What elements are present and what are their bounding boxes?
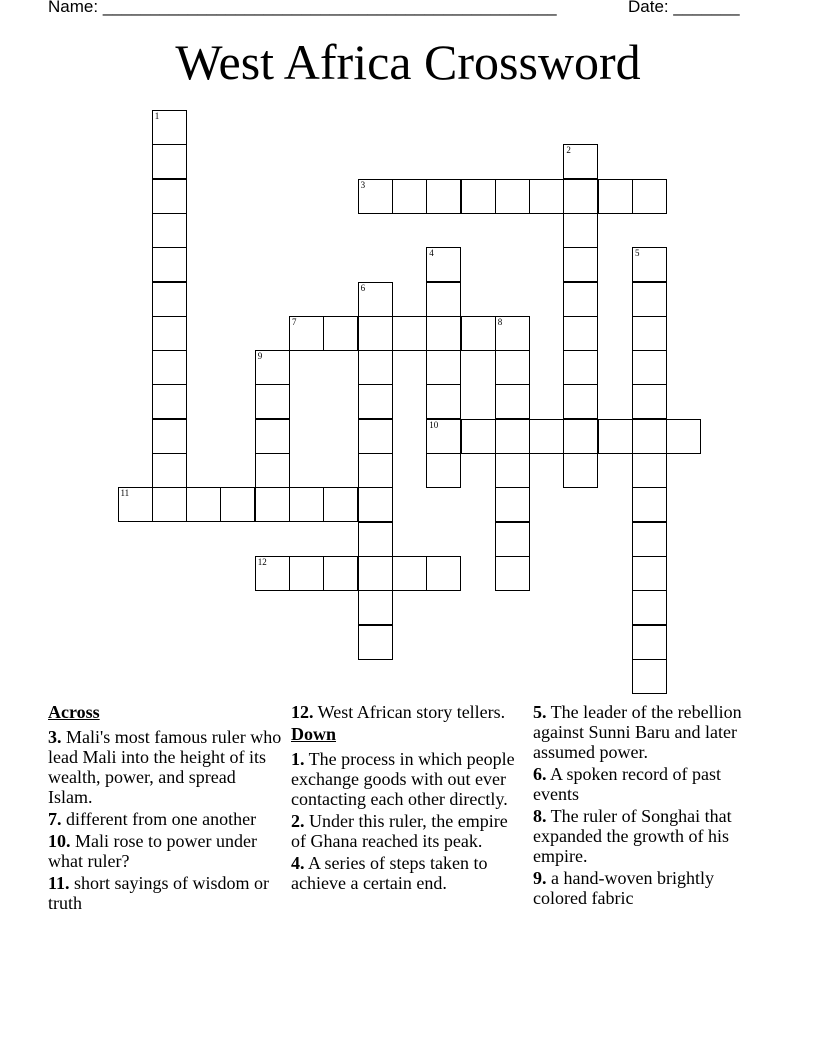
clue-item bbox=[48, 809, 283, 829]
grid-cell[interactable] bbox=[186, 487, 221, 522]
grid-cell[interactable] bbox=[563, 247, 598, 282]
clue-text: a hand-woven brightly colored fabric bbox=[533, 868, 714, 908]
clue-item bbox=[291, 853, 526, 893]
grid-cell[interactable] bbox=[563, 453, 598, 488]
clue-item bbox=[533, 806, 768, 866]
grid-cell[interactable] bbox=[289, 556, 324, 591]
grid-cell[interactable] bbox=[426, 316, 461, 351]
clue-label-number: 11. bbox=[48, 873, 70, 893]
clue-number: 12 bbox=[257, 556, 267, 567]
clue-text: Mali's most famous ruler who lead Mali into the height of its wealth, power, and spread Islam. bbox=[48, 727, 282, 807]
grid-cell[interactable] bbox=[495, 487, 530, 522]
clue-text: Under this ruler, the empire of Ghana reached its peak. bbox=[291, 811, 508, 851]
grid-cell[interactable] bbox=[632, 522, 667, 557]
grid-cell[interactable] bbox=[255, 556, 290, 591]
grid-cell[interactable] bbox=[426, 384, 461, 419]
clue-item bbox=[533, 764, 768, 804]
grid-cell[interactable] bbox=[563, 282, 598, 317]
clue-label-number: 4. bbox=[291, 853, 305, 873]
clue-number: 11 bbox=[120, 488, 130, 499]
grid-cell[interactable] bbox=[632, 316, 667, 351]
grid-cell[interactable] bbox=[426, 247, 461, 282]
grid-cell[interactable] bbox=[255, 487, 290, 522]
grid-cell[interactable] bbox=[152, 316, 187, 351]
grid-cell[interactable] bbox=[495, 522, 530, 557]
clue-label-number: 10. bbox=[48, 831, 71, 851]
grid-cell[interactable] bbox=[563, 316, 598, 351]
clue-text: short sayings of wisdom or truth bbox=[48, 873, 270, 913]
clue-item bbox=[48, 873, 283, 913]
grid-cell[interactable] bbox=[632, 419, 667, 454]
grid-cell[interactable] bbox=[152, 213, 187, 248]
down-heading: Down bbox=[291, 724, 337, 744]
clue-column-1 bbox=[48, 702, 283, 915]
grid-cell[interactable] bbox=[255, 350, 290, 385]
grid-cell[interactable] bbox=[358, 350, 393, 385]
clue-text: The process in which people exchange goods with out ever contacting each other directly. bbox=[291, 749, 515, 809]
grid-cell[interactable] bbox=[152, 419, 187, 454]
clue-item bbox=[291, 702, 526, 722]
grid-cell[interactable] bbox=[358, 419, 393, 454]
grid-cell[interactable] bbox=[426, 419, 461, 454]
grid-cell[interactable] bbox=[495, 419, 530, 454]
grid-cell[interactable] bbox=[632, 590, 667, 625]
clue-label-number: 12. bbox=[291, 702, 314, 722]
grid-cell[interactable] bbox=[666, 419, 701, 454]
grid-cell[interactable] bbox=[461, 179, 496, 214]
grid-cell[interactable] bbox=[255, 453, 290, 488]
grid-cell[interactable] bbox=[598, 419, 633, 454]
grid-cell[interactable] bbox=[289, 316, 324, 351]
grid-cell[interactable] bbox=[495, 453, 530, 488]
clue-number: 5 bbox=[635, 248, 640, 259]
grid-cell[interactable] bbox=[323, 487, 358, 522]
grid-cell[interactable] bbox=[426, 453, 461, 488]
grid-cell[interactable] bbox=[255, 384, 290, 419]
grid-cell[interactable] bbox=[495, 350, 530, 385]
grid-cell[interactable] bbox=[118, 487, 153, 522]
clue-text: The leader of the rebellion against Sunni Baru and later assumed power. bbox=[533, 702, 742, 762]
grid-cell[interactable] bbox=[358, 487, 393, 522]
grid-cell[interactable] bbox=[358, 453, 393, 488]
grid-cell[interactable] bbox=[392, 316, 427, 351]
grid-cell[interactable] bbox=[152, 487, 187, 522]
clue-text: A spoken record of past events bbox=[533, 764, 721, 804]
clue-text: Mali rose to power under what ruler? bbox=[48, 831, 257, 871]
grid-cell[interactable] bbox=[598, 179, 633, 214]
grid-cell[interactable] bbox=[632, 453, 667, 488]
grid-cell[interactable] bbox=[632, 625, 667, 660]
grid-cell[interactable] bbox=[323, 556, 358, 591]
grid-cell[interactable] bbox=[632, 247, 667, 282]
name-label: Name: bbox=[48, 0, 99, 16]
clue-item bbox=[533, 868, 768, 908]
grid-cell[interactable] bbox=[358, 282, 393, 317]
clue-item bbox=[291, 811, 526, 851]
grid-cell[interactable] bbox=[152, 144, 187, 179]
grid-cell[interactable] bbox=[289, 487, 324, 522]
grid-cell[interactable] bbox=[152, 384, 187, 419]
grid-cell[interactable] bbox=[358, 522, 393, 557]
clue-number: 4 bbox=[429, 248, 434, 259]
clue-label-number: 1. bbox=[291, 749, 305, 769]
grid-cell[interactable] bbox=[632, 179, 667, 214]
clue-text: The ruler of Songhai that expanded the growth of his empire. bbox=[533, 806, 732, 866]
date-label: Date: bbox=[628, 0, 669, 16]
clue-number: 1 bbox=[154, 111, 160, 121]
grid-cell[interactable] bbox=[632, 282, 667, 317]
grid-cell[interactable] bbox=[632, 487, 667, 522]
grid-cell[interactable] bbox=[220, 487, 255, 522]
grid-cell[interactable] bbox=[632, 384, 667, 419]
grid-cell[interactable] bbox=[358, 179, 393, 214]
grid-cell[interactable] bbox=[495, 384, 530, 419]
clue-column-3 bbox=[533, 702, 768, 910]
clue-item bbox=[533, 702, 768, 762]
grid-cell[interactable] bbox=[255, 419, 290, 454]
grid-cell[interactable] bbox=[563, 213, 598, 248]
grid-cell[interactable] bbox=[426, 556, 461, 591]
grid-cell[interactable] bbox=[563, 350, 598, 385]
grid-cell[interactable] bbox=[632, 556, 667, 591]
grid-cell[interactable] bbox=[563, 419, 598, 454]
clue-item bbox=[48, 831, 283, 871]
grid-cell[interactable] bbox=[563, 144, 598, 179]
grid-cell[interactable] bbox=[152, 453, 187, 488]
clue-number: 2 bbox=[566, 145, 571, 156]
grid-cell[interactable] bbox=[426, 350, 461, 385]
clue-text: different from one another bbox=[61, 809, 257, 829]
grid-cell[interactable] bbox=[358, 590, 393, 625]
grid-cell[interactable] bbox=[426, 179, 461, 214]
grid-cell[interactable] bbox=[358, 625, 393, 660]
clue-label-number: 5. bbox=[533, 702, 547, 722]
grid-cell[interactable] bbox=[323, 316, 358, 351]
grid-cell[interactable] bbox=[529, 419, 564, 454]
grid-cell[interactable] bbox=[358, 316, 393, 351]
clue-number: 10 bbox=[429, 419, 439, 430]
grid-cell[interactable] bbox=[495, 316, 530, 351]
grid-cell[interactable] bbox=[392, 556, 427, 591]
clue-column-2 bbox=[291, 702, 526, 895]
date-line: _______ bbox=[673, 0, 740, 16]
clue-number: 8 bbox=[497, 316, 503, 327]
clue-number: 9 bbox=[257, 351, 263, 362]
clue-number: 7 bbox=[292, 316, 297, 327]
grid-cell[interactable] bbox=[632, 659, 667, 694]
clue-label-number: 2. bbox=[291, 811, 305, 831]
grid-cell[interactable] bbox=[563, 179, 598, 214]
grid-cell[interactable] bbox=[152, 110, 187, 145]
grid-cell[interactable] bbox=[358, 556, 393, 591]
name-line: ________________________________________________ bbox=[102, 0, 557, 16]
grid-cell[interactable] bbox=[495, 556, 530, 591]
grid-cell[interactable] bbox=[632, 350, 667, 385]
clue-item bbox=[48, 727, 283, 807]
across-heading: Across bbox=[48, 702, 100, 722]
page-title: West Africa Crossword bbox=[175, 34, 641, 90]
grid-cell[interactable] bbox=[392, 179, 427, 214]
clue-label-number: 9. bbox=[533, 868, 547, 888]
clue-text: A series of steps taken to achieve a certain end. bbox=[291, 853, 488, 893]
clue-item bbox=[291, 749, 526, 809]
clue-label-number: 3. bbox=[48, 727, 62, 747]
grid-cell[interactable] bbox=[152, 179, 187, 214]
grid-cell[interactable] bbox=[461, 316, 496, 351]
clue-label-number: 6. bbox=[533, 764, 547, 784]
clue-number: 3 bbox=[360, 179, 366, 190]
clue-number: 6 bbox=[360, 282, 366, 293]
clue-text: West African story tellers. bbox=[313, 702, 506, 722]
clue-label-number: 8. bbox=[533, 806, 547, 826]
grid-cell[interactable] bbox=[152, 350, 187, 385]
grid-cell[interactable] bbox=[529, 179, 564, 214]
grid-cell[interactable] bbox=[152, 247, 187, 282]
grid-cell[interactable] bbox=[563, 384, 598, 419]
grid-cell[interactable] bbox=[461, 419, 496, 454]
grid-cell[interactable] bbox=[152, 282, 187, 317]
clue-label-number: 7. bbox=[48, 809, 62, 829]
grid-cell[interactable] bbox=[358, 384, 393, 419]
grid-cell[interactable] bbox=[426, 282, 461, 317]
grid-cell[interactable] bbox=[495, 179, 530, 214]
